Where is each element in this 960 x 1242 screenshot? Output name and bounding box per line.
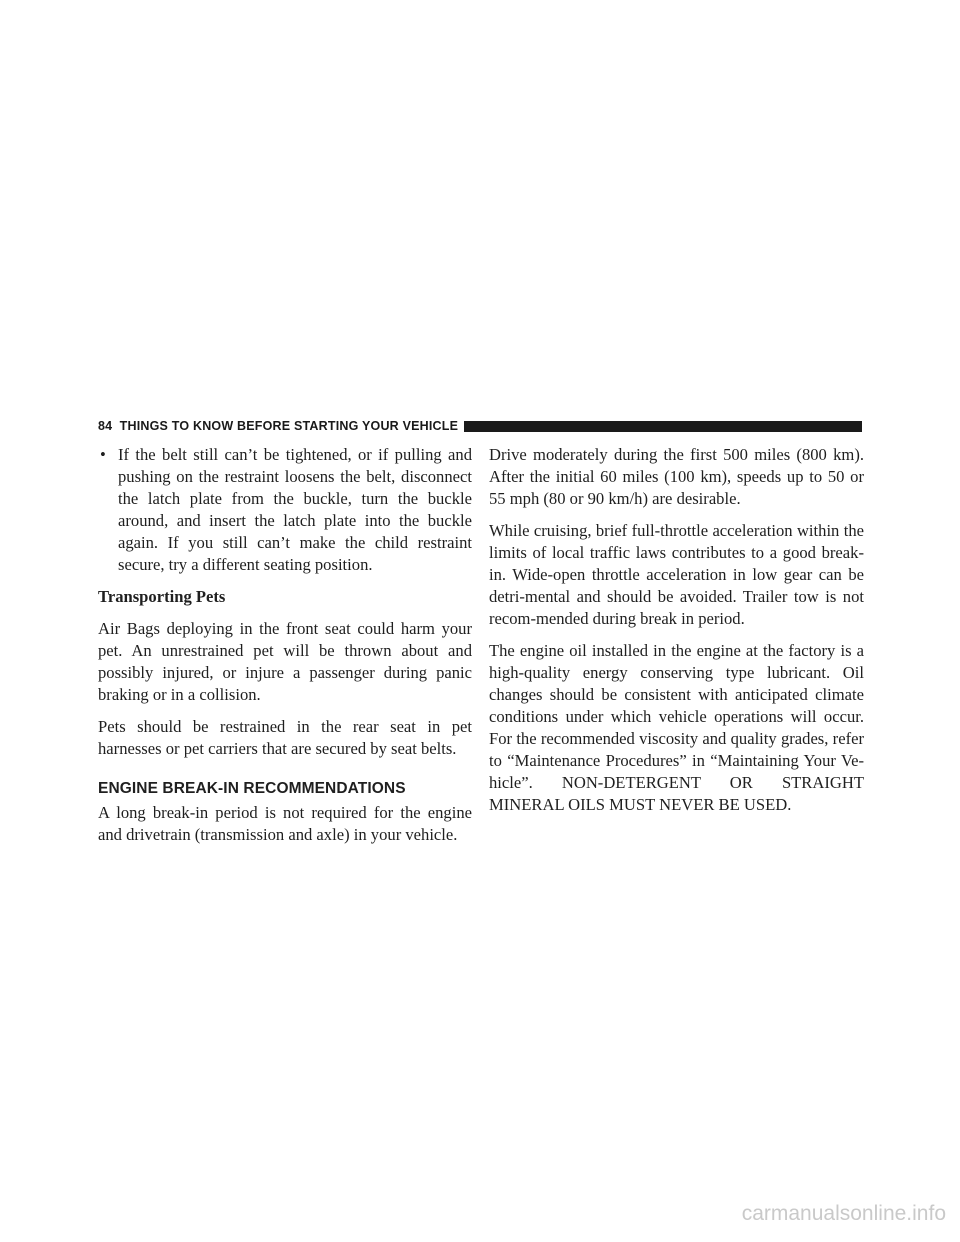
break-in-paragraph-2: While cruising, brief full-throttle acceleration within the limits of local traffic laws contributes to a good break-in. Wide-open throttle acceleration in low gear can be detri-mental and should be avoided. Trailer tow is not recom-mended during break in period. [489, 521, 864, 628]
watermark: carmanualsonline.info [741, 1202, 946, 1225]
engine-section-heading: ENGINE BREAK-IN RECOMMENDATIONS [98, 780, 406, 797]
pets-heading: Transporting Pets [98, 587, 226, 606]
header-text [98, 419, 458, 433]
pets-paragraph-2: Pets should be restrained in the rear seat in pet harnesses or pet carriers that are secured by seat belts. [98, 717, 472, 758]
bullet-icon: • [100, 445, 106, 464]
left-column [98, 444, 472, 856]
bullet-text: If the belt still can’t be tightened, or if pulling and pushing on the restraint loosens the belt, disconnect the latch plate from the buckle, turn the buckle around, and insert the latch plate into the buckle again. If you still can’t make the child restraint secure, try a different seating position. [118, 445, 472, 574]
pets-paragraph-1: Air Bags deploying in the front seat could harm your pet. An unrestrained pet will be thrown about and possibly injured, or injure a passenger during panic braking or in a collision. [98, 619, 472, 704]
chapter-title: THINGS TO KNOW BEFORE STARTING YOUR VEHICLE [119, 419, 459, 433]
page-number: 84 [98, 419, 113, 433]
engine-paragraph-1: A long break-in period is not required for the engine and drivetrain (transmission and axle) in your vehicle. [98, 803, 472, 844]
right-column [489, 444, 864, 826]
page-header [98, 418, 862, 434]
break-in-paragraph-1: Drive moderately during the first 500 miles (800 km). After the initial 60 miles (100 km), speeds up to 50 or 55 mph (80 or 90 km/h) are desirable. [489, 445, 864, 508]
bullet-item [98, 444, 472, 576]
header-rule [464, 421, 862, 432]
engine-oil-paragraph: The engine oil installed in the engine at the factory is a high-quality energy conserving type lubricant. Oil changes should be consistent with anticipated climate conditions under which vehicle operations will occur. For the recommended viscosity and quality grades, refer to “Maintenance Procedures” in “Maintaining Your Ve-hicle”. NON-DETERGENT OR STRAIGHT MINERAL OILS MUST NEVER BE USED. [489, 641, 864, 814]
